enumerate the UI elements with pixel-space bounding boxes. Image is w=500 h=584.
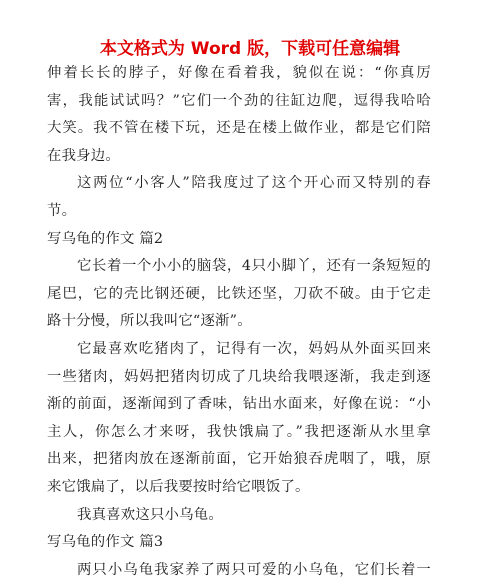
text-line: 害，我能试试吗？”它们一个劲的往缸边爬，逗得我哈哈 [47, 92, 431, 109]
text-line: 它长着一个小小的脑袋，4只小脚丫，还有一条短短的 [77, 258, 431, 275]
text-line: 大笑。我不管在楼下玩，还是在楼上做作业，都是它们陪 [47, 120, 431, 137]
text-line: 这两位“小客人”陪我度过了这个开心而又特别的春 [77, 175, 431, 192]
text-line: 在我身边。 [47, 147, 120, 164]
text-line: 节。 [47, 202, 77, 219]
text-line: 出来，把猪肉放在逐渐前面，它开始狼吞虎咽了，哦，原 [47, 451, 431, 468]
text-line: 渐的前面，逐渐闻到了香味，钻出水面来，好像在说：“小 [47, 396, 431, 413]
text-line: 路十分慢，所以我叫它“逐渐”。 [47, 313, 252, 330]
text-line: 主人，你怎么才来呀，我快饿扁了。”我把逐渐从水里拿 [47, 423, 431, 440]
text-line: 一些猪肉，妈妈把猪肉切成了几块给我喂逐渐，我走到逐 [47, 368, 431, 385]
document-body [47, 60, 431, 584]
text-line: 来它饿扁了，以后我要按时给它喂饭了。 [47, 478, 310, 495]
text-line: 它最喜欢吃猪肉了，记得有一次，妈妈从外面买回来 [77, 340, 431, 357]
banner-text: 本文格式为 Word 版，下载可任意编辑 [99, 39, 401, 59]
text-line: 我真喜欢这只小乌龟。 [77, 506, 223, 523]
document-banner [0, 34, 500, 59]
text-line: 伸着长长的脖子，好像在看着我，貌似在说：“你真厉 [47, 65, 431, 81]
text-line: 写乌龟的作文 篇3 [47, 534, 164, 551]
text-line: 两只小乌龟我家养了两只可爱的小乌龟，它们长着一 [77, 561, 431, 578]
text-line: 写乌龟的作文 篇2 [47, 230, 164, 247]
text-line: 尾巴，它的壳比钢还硬，比铁还坚，刀砍不破。由于它走 [47, 285, 431, 302]
